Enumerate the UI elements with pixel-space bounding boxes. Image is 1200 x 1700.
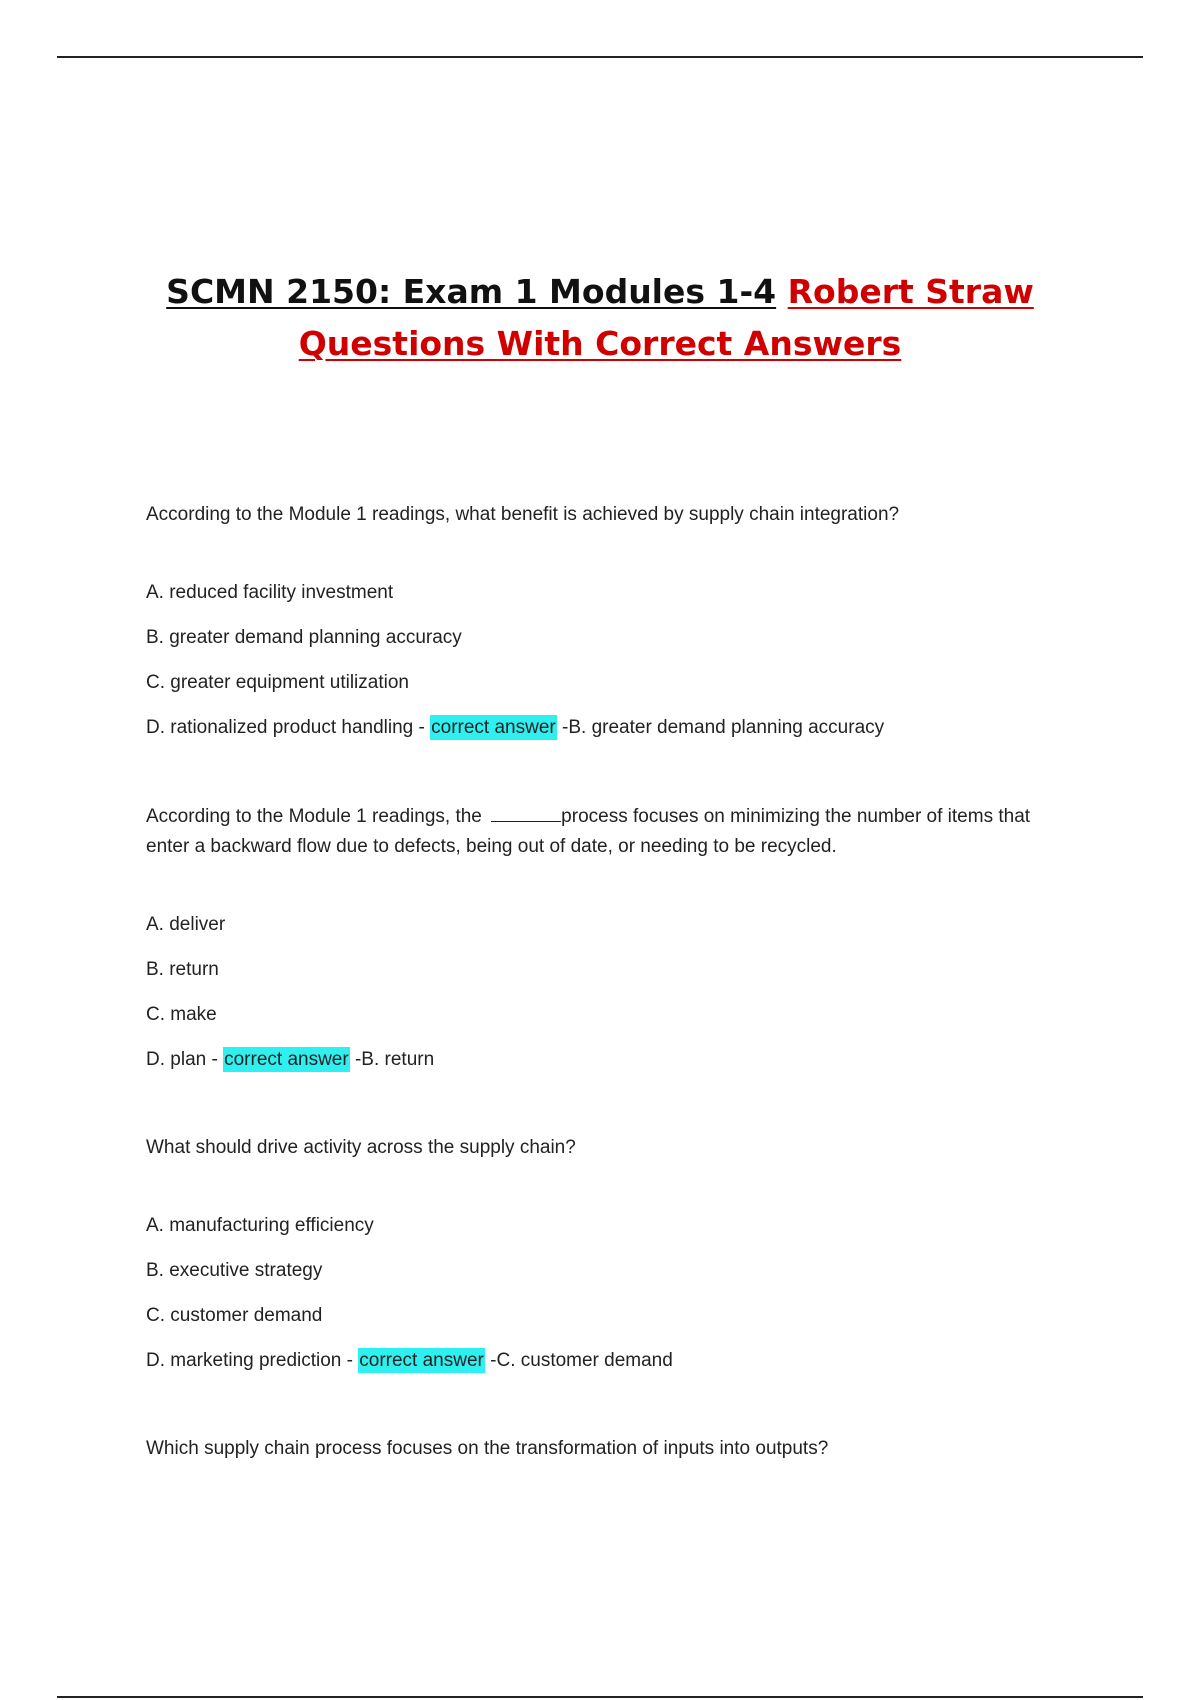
title-line-1 <box>0 266 1200 318</box>
option-item-with-answer <box>146 1346 1066 1376</box>
document-title <box>0 266 1200 370</box>
fill-in-blank <box>491 801 561 822</box>
option-item: C. customer demand <box>146 1305 323 1326</box>
option-item: A. deliver <box>146 914 226 935</box>
question-text-after-blank: process focuses on minimizing the number of items that enter a backward flow due to defects, being out of date, or needing to be recycled. <box>146 806 1031 857</box>
question-text: What should drive activity across the supply chain? <box>146 1137 576 1158</box>
question-block <box>146 1434 1066 1464</box>
options-list <box>146 910 1066 1075</box>
option-item: B. greater demand planning accuracy <box>146 627 462 648</box>
answer-value: -C. customer demand <box>490 1350 673 1371</box>
title-author: Robert Straw <box>787 272 1034 311</box>
question-text <box>146 801 1066 862</box>
question-text: Which supply chain process focuses on the transformation of inputs into outputs? <box>146 1438 829 1459</box>
options-list <box>146 578 1066 743</box>
answer-value: -B. return <box>354 1049 435 1070</box>
option-text: D. rationalized product handling - <box>146 717 425 738</box>
document-body <box>146 500 1066 1522</box>
option-item: C. greater equipment utilization <box>146 672 409 693</box>
title-line-2 <box>0 318 1200 370</box>
question-text: According to the Module 1 readings, what benefit is achieved by supply chain integration? <box>146 504 900 525</box>
option-item: C. make <box>146 1004 217 1025</box>
option-text: D. plan - <box>146 1049 218 1070</box>
options-list <box>146 1211 1066 1376</box>
correct-answer-highlight: correct answer <box>431 717 556 738</box>
correct-answer-highlight: correct answer <box>224 1049 349 1070</box>
title-course: SCMN 2150: Exam 1 Modules 1-4 <box>166 272 777 311</box>
top-rule <box>57 56 1143 58</box>
question-block <box>146 801 1066 1075</box>
option-item-with-answer <box>146 1045 1066 1075</box>
option-item: A. reduced facility investment <box>146 582 394 603</box>
option-item: B. executive strategy <box>146 1260 323 1281</box>
question-block <box>146 1133 1066 1376</box>
question-text-before-blank: According to the Module 1 readings, the <box>146 806 482 827</box>
question-block <box>146 500 1066 743</box>
bottom-rule <box>57 1696 1143 1698</box>
answer-value: -B. greater demand planning accuracy <box>562 717 885 738</box>
correct-answer-highlight: correct answer <box>359 1350 484 1371</box>
option-text: D. marketing prediction - <box>146 1350 353 1371</box>
title-subtitle: Questions With Correct Answers <box>298 324 902 363</box>
option-item-with-answer <box>146 713 1066 743</box>
option-item: B. return <box>146 959 219 980</box>
option-item: A. manufacturing efficiency <box>146 1215 374 1236</box>
